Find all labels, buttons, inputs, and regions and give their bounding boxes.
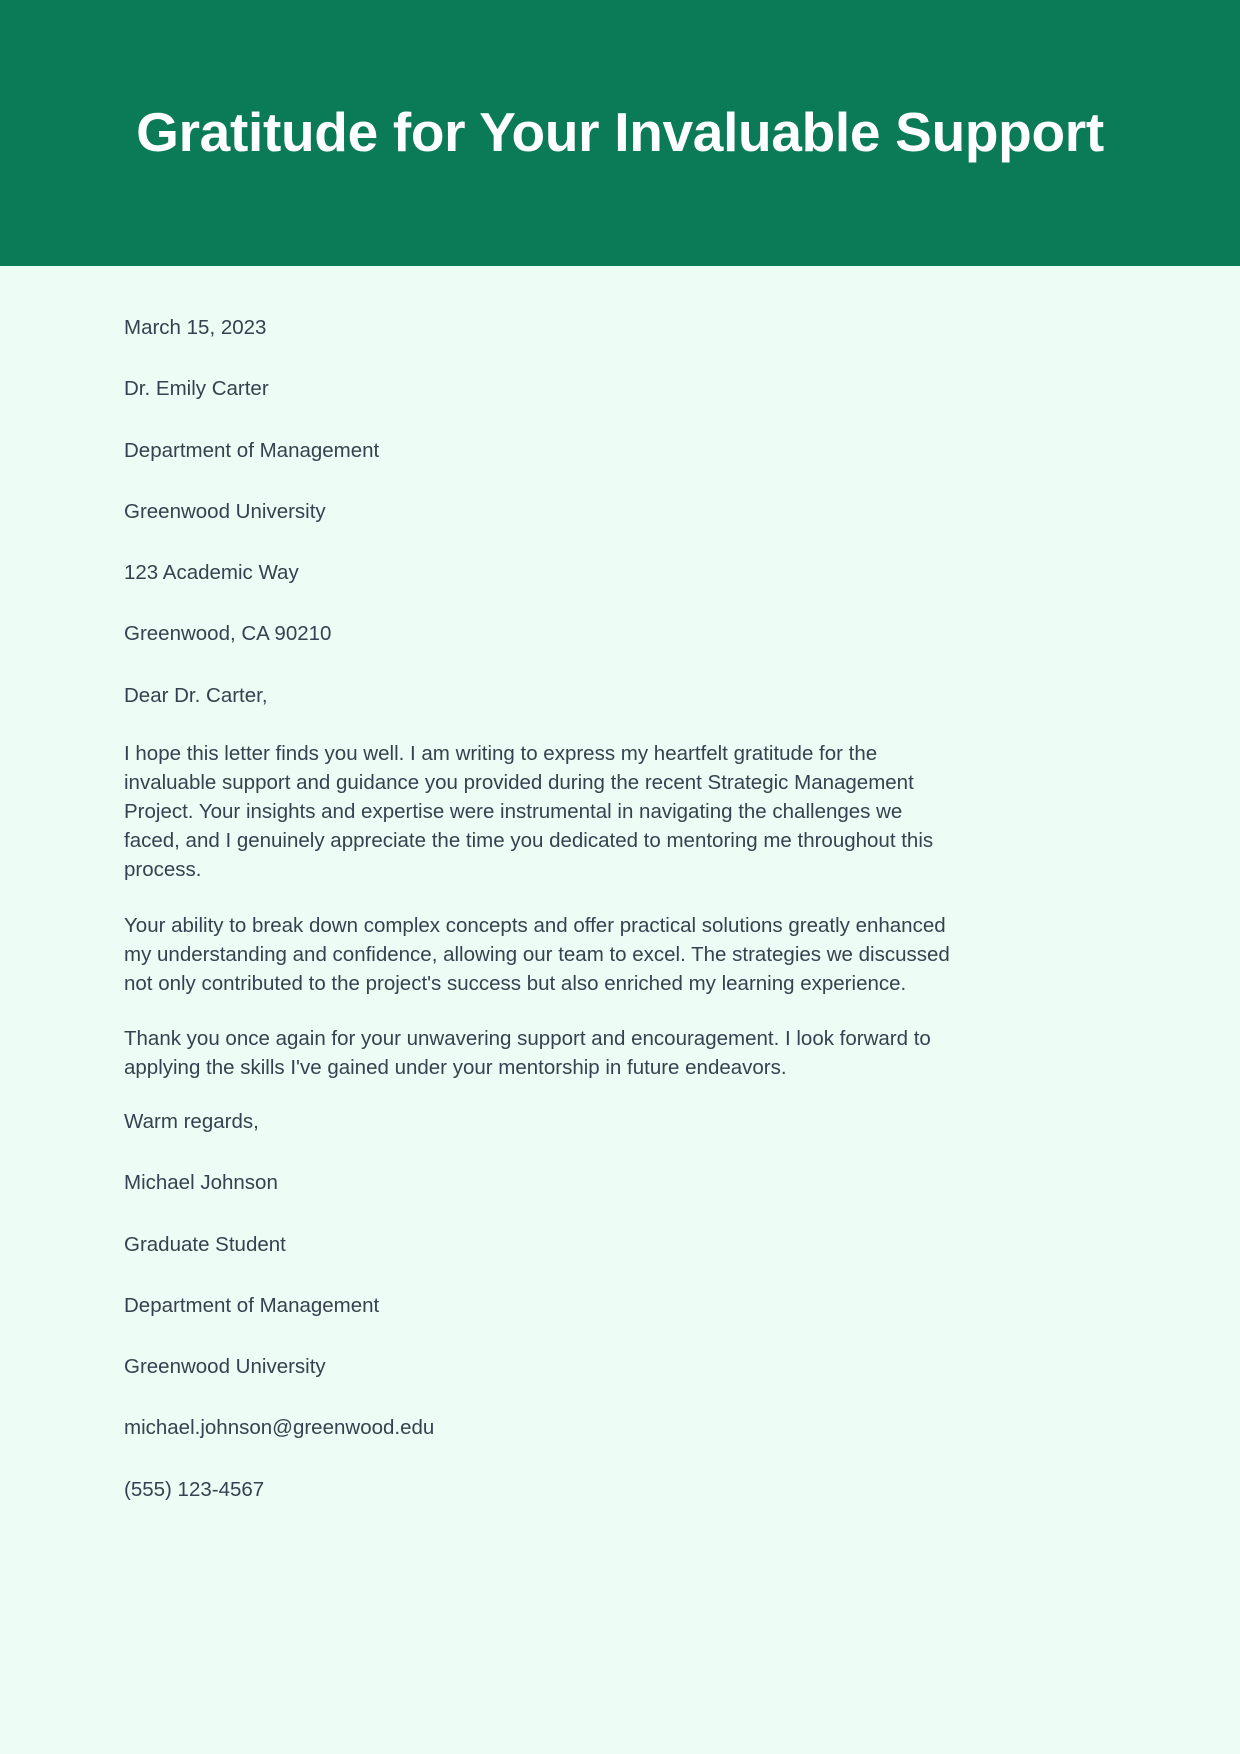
- sender-phone: (555) 123-4567: [124, 1477, 265, 1501]
- body-paragraph-1: I hope this letter finds you well. I am writing to express my heartfelt gratitude for the invaluable support and guidance you provided during the recent Strategic Management Project. Your insights and expertise were instrumental in navigating the challenges we faced, and I genuinely appreciate the time you dedicated to mentoring me throughout this process.: [124, 741, 934, 882]
- sender-organization: Greenwood University: [124, 1355, 326, 1379]
- recipient-city-state-zip: Greenwood, CA 90210: [124, 622, 332, 646]
- letter-date: March 15, 2023: [124, 316, 267, 339]
- letter-body: [0, 266, 1240, 1504]
- sender-name: Michael Johnson: [124, 1171, 278, 1195]
- page-title: Gratitude for Your Invaluable Support: [136, 101, 1104, 164]
- body-paragraph-3: Thank you once again for your unwavering support and encouragement. I look forward to applying the skills I've gained under your mentorship in future endeavors.: [124, 1026, 931, 1079]
- recipient-department: Department of Management: [124, 438, 380, 462]
- recipient-street: 123 Academic Way: [124, 561, 299, 585]
- recipient-organization: Greenwood University: [124, 499, 326, 523]
- recipient-name: Dr. Emily Carter: [124, 377, 269, 401]
- sender-title: Graduate Student: [124, 1232, 286, 1256]
- letter-header-banner: [0, 0, 1240, 266]
- closing-sign-off: Warm regards,: [124, 1110, 259, 1134]
- sender-email: michael.johnson@greenwood.edu: [124, 1416, 435, 1440]
- body-paragraph-2: Your ability to break down complex concepts and offer practical solutions greatly enhanced my understanding and confidence, allowing our team to excel. The strategies we discussed not only contributed to the project's success but also enriched my learning experience.: [124, 913, 950, 995]
- sender-department: Department of Management: [124, 1293, 380, 1317]
- salutation: Dear Dr. Carter,: [124, 683, 268, 707]
